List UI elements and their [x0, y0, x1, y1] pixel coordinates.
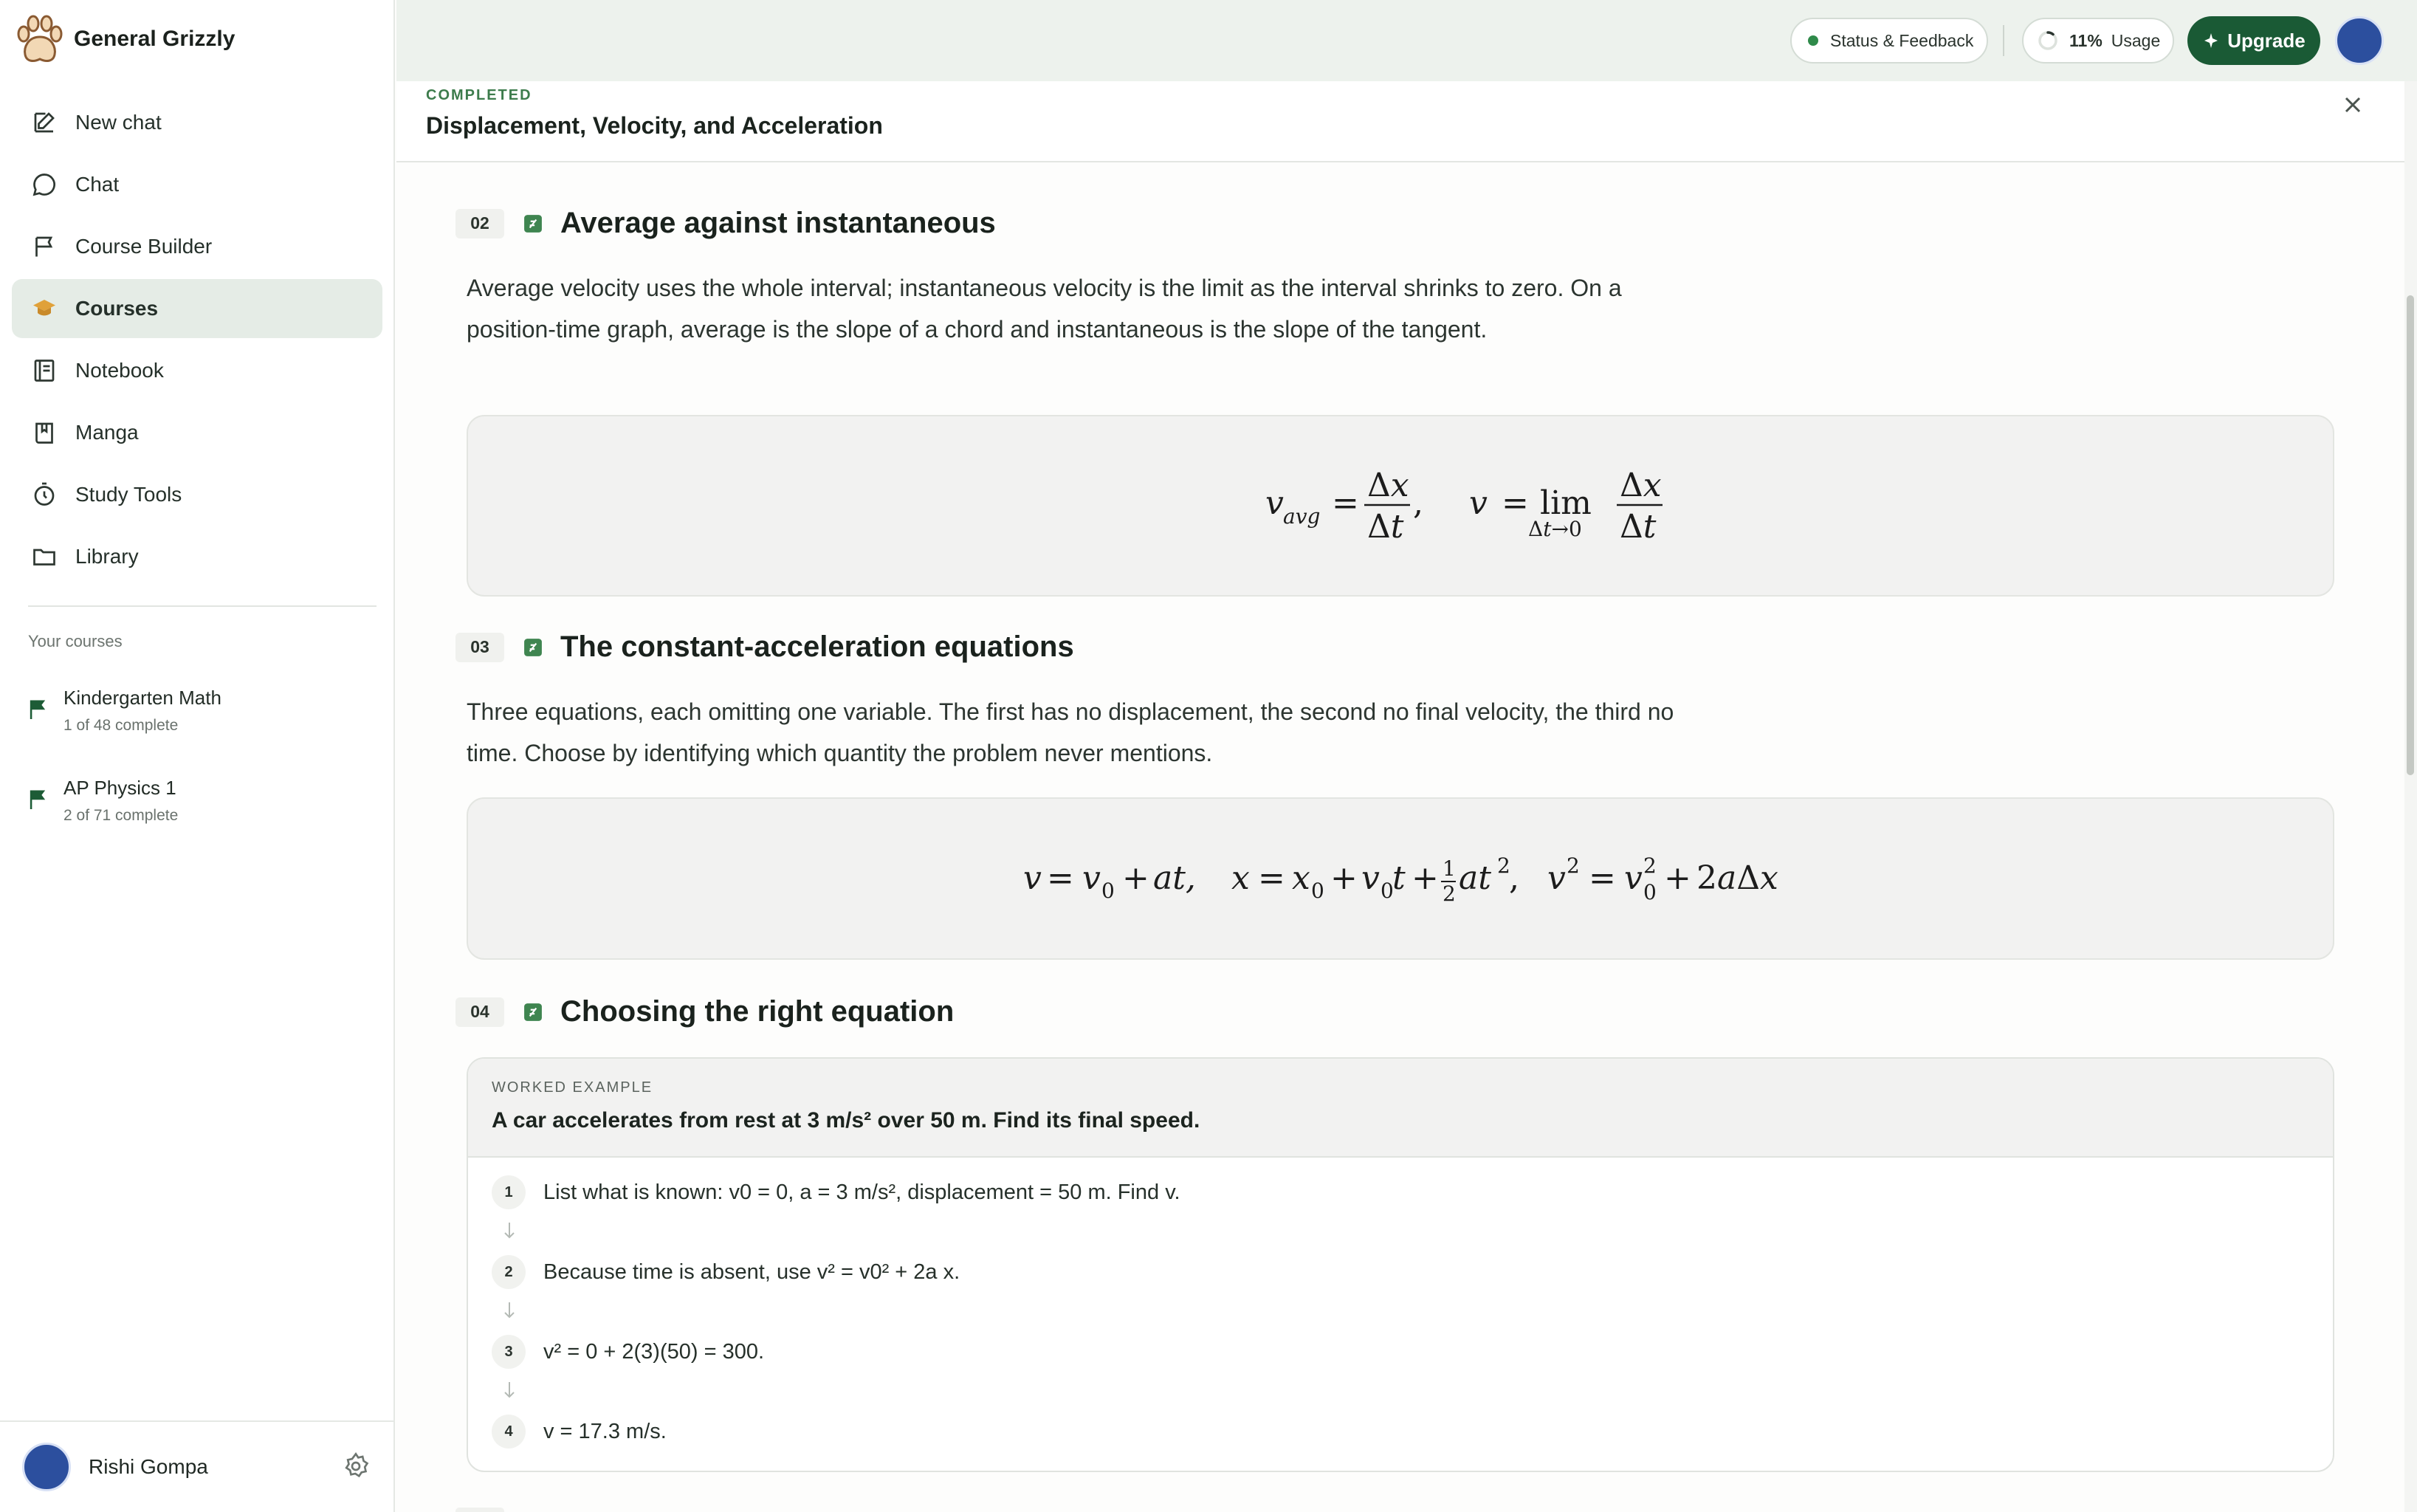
usage-ring-icon: [2037, 30, 2059, 52]
kinematics-formulas: [468, 799, 2336, 961]
svg-text:2: 2: [1443, 882, 1456, 906]
svg-text:v: v: [1547, 859, 1566, 897]
brand[interactable]: [16, 13, 235, 65]
flag-icon: [31, 233, 58, 260]
example-step: [492, 1415, 667, 1449]
course-name: Kindergarten Math: [63, 687, 221, 709]
status-feedback-label: Status & Feedback: [1830, 30, 1974, 50]
step-number: 2: [492, 1255, 526, 1289]
svg-text:v: v: [1023, 859, 1042, 897]
svg-text:2aΔx: 2aΔx: [1696, 859, 1778, 897]
section-number: 04: [455, 997, 504, 1027]
bear-paw-logo-icon: [16, 13, 63, 65]
svg-text:2: 2: [1643, 853, 1657, 878]
svg-text:at: at: [1459, 859, 1491, 897]
svg-text:v: v: [1082, 859, 1101, 897]
lesson-status: COMPLETED: [426, 87, 532, 103]
svg-text:v: v: [1624, 859, 1643, 897]
svg-text:at,: at,: [1153, 859, 1196, 897]
svg-text:v: v: [1361, 859, 1380, 897]
top-bar: [396, 0, 2417, 81]
svg-text:Δx: Δx: [1367, 467, 1409, 504]
section-title: Average against instantaneous: [560, 207, 996, 239]
chat-bubble-icon: [31, 171, 58, 198]
upgrade-button[interactable]: [2187, 16, 2320, 65]
section-03-header: [455, 630, 1074, 664]
svg-text:avg: avg: [1283, 504, 1321, 529]
lesson-content: [396, 162, 2404, 1512]
section-number: 02: [455, 209, 504, 238]
scrollbar-thumb[interactable]: [2407, 295, 2414, 775]
arrow-down-icon: [503, 1301, 516, 1320]
bookmark-book-icon: [31, 419, 58, 446]
section-title: Choosing the right equation: [560, 995, 955, 1028]
formula-icon: [523, 1003, 543, 1022]
gear-icon[interactable]: [341, 1451, 371, 1481]
course-item-ap-physics-1[interactable]: [28, 777, 375, 825]
avatar[interactable]: [22, 1443, 71, 1491]
step-text: v² = 0 + 2(3)(50) = 300.: [543, 1339, 765, 1364]
close-icon[interactable]: [2339, 92, 2366, 118]
topbar-divider: [2003, 25, 2004, 56]
worked-example-problem: A car accelerates from rest at 3 m/s² over 50 m. Find its final speed.: [492, 1108, 1200, 1133]
svg-text:Δt: Δt: [1367, 508, 1404, 546]
nav-item-study-tools[interactable]: [12, 465, 382, 524]
brand-name: General Grizzly: [74, 27, 235, 51]
formula-icon: [523, 638, 543, 657]
status-dot-icon: [1808, 35, 1818, 46]
folder-icon: [31, 543, 58, 570]
notebook-icon: [31, 357, 58, 384]
section-04-header: [455, 995, 954, 1028]
formula-box-velocity: [467, 415, 2334, 597]
usage-label: Usage: [2111, 30, 2161, 50]
graduation-cap-icon: [31, 295, 58, 322]
course-progress: 2 of 71 complete: [63, 807, 179, 824]
svg-text:lim: lim: [1540, 484, 1592, 522]
nav-label: Chat: [75, 173, 120, 196]
example-step: [492, 1255, 960, 1289]
svg-text:0: 0: [1101, 879, 1115, 903]
course-item-kindergarten-math[interactable]: [28, 687, 375, 735]
nav-label: Study Tools: [75, 483, 182, 506]
next-section-number: [455, 1508, 504, 1512]
svg-text:Δx: Δx: [1620, 467, 1662, 504]
new-chat-icon: [31, 109, 58, 136]
svg-text:2: 2: [1567, 853, 1580, 878]
section-title: The constant-acceleration equations: [560, 630, 1074, 663]
step-number: 3: [492, 1335, 526, 1369]
nav-item-courses[interactable]: [12, 279, 382, 338]
svg-text:+: +: [1122, 859, 1149, 897]
svg-text:,: ,: [1413, 484, 1423, 522]
lesson-header: [396, 81, 2404, 162]
sparkle-icon: [2202, 32, 2220, 49]
section-02-header: [455, 207, 996, 240]
example-step: [492, 1335, 764, 1369]
nav-item-manga[interactable]: [12, 403, 382, 462]
arrow-down-icon: [503, 1381, 516, 1400]
svg-text:0: 0: [1381, 879, 1394, 903]
svg-text:,: ,: [1509, 859, 1519, 897]
lesson-title: Displacement, Velocity, and Acceleration: [426, 112, 883, 139]
usage-indicator[interactable]: [2022, 18, 2174, 63]
status-feedback-button[interactable]: [1790, 18, 1988, 63]
svg-text:v: v: [1469, 484, 1488, 522]
svg-text:x: x: [1231, 859, 1250, 897]
svg-text:=: =: [1332, 484, 1359, 522]
svg-text:=: =: [1589, 859, 1616, 897]
course-flag-icon: [28, 788, 47, 809]
nav-label: New chat: [75, 111, 162, 134]
nav-label: Notebook: [75, 359, 164, 382]
upgrade-label: Upgrade: [2227, 29, 2306, 52]
worked-example: [467, 1057, 2334, 1472]
formula-box-kinematics: [467, 797, 2334, 960]
svg-text:+: +: [1412, 859, 1439, 897]
main-nav: [12, 93, 382, 589]
nav-item-course-builder[interactable]: [12, 217, 382, 276]
svg-text:0: 0: [1311, 879, 1324, 903]
svg-text:2: 2: [1497, 853, 1510, 878]
step-text: v = 17.3 m/s.: [543, 1419, 667, 1443]
svg-text:Δt: Δt: [1620, 508, 1657, 546]
nav-item-chat[interactable]: [12, 155, 382, 214]
svg-text:=: =: [1047, 859, 1074, 897]
svg-text:+: +: [1664, 859, 1691, 897]
nav-label: Courses: [75, 297, 159, 320]
example-step: [492, 1175, 1180, 1209]
account-avatar[interactable]: [2335, 16, 2384, 65]
course-flag-icon: [28, 698, 47, 719]
nav-label: Course Builder: [75, 235, 213, 258]
formula-icon: [523, 214, 543, 233]
usage-value: 11%: [2069, 30, 2103, 50]
step-text: List what is known: v0 = 0, a = 3 m/s², displacement = 50 m. Find v.: [543, 1180, 1180, 1204]
course-name: AP Physics 1: [63, 777, 176, 799]
user-profile[interactable]: [0, 1420, 395, 1512]
step-number: 1: [492, 1175, 526, 1209]
step-text: Because time is absent, use v² = v0² + 2a x.: [543, 1260, 960, 1284]
worked-example-kicker: WORKED EXAMPLE: [492, 1079, 653, 1096]
nav-item-notebook[interactable]: [12, 341, 382, 400]
svg-text:x: x: [1292, 859, 1310, 897]
velocity-formulas: [468, 416, 2336, 598]
svg-text:Δt→0: Δt→0: [1528, 517, 1582, 541]
timer-icon: [31, 481, 58, 508]
step-number: 4: [492, 1415, 526, 1449]
user-name: Rishi Gompa: [89, 1455, 208, 1478]
section-body: Three equations, each omitting one variable. The first has no displacement, the second no final velocity, the third no time. Choose by identifying which quantity the problem never mentions.: [467, 698, 1674, 766]
svg-text:0: 0: [1643, 880, 1657, 904]
svg-text:+: +: [1330, 859, 1358, 897]
svg-text:=: =: [1502, 484, 1529, 522]
nav-label: Library: [75, 545, 139, 568]
nav-label: Manga: [75, 421, 139, 444]
nav-item-library[interactable]: [12, 527, 382, 586]
section-number: 03: [455, 633, 504, 662]
your-courses-heading: Your courses: [28, 632, 123, 650]
svg-text:t: t: [1392, 859, 1406, 897]
arrow-down-icon: [503, 1221, 516, 1240]
svg-text:v: v: [1265, 484, 1284, 522]
nav-item-new-chat[interactable]: [12, 93, 382, 152]
sidebar: [0, 0, 395, 1512]
section-body: Average velocity uses the whole interval; instantaneous velocity is the limit as the interval shrinks to zero. On a position-time graph, average is the slope of a chord and instantaneous is the slope of the tangent.: [467, 275, 1622, 343]
svg-text:1: 1: [1443, 856, 1456, 881]
worked-example-header: [468, 1059, 2333, 1158]
sidebar-divider: [28, 605, 377, 607]
svg-text:=: =: [1258, 859, 1285, 897]
course-progress: 1 of 48 complete: [63, 717, 179, 734]
